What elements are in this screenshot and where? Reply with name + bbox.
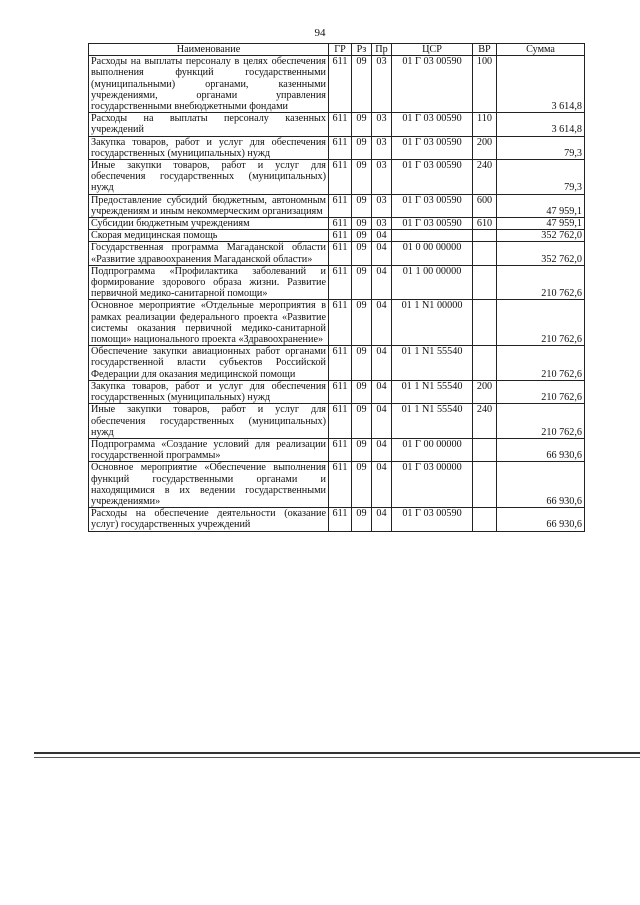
cell-pr: 03	[372, 56, 392, 113]
cell-gr: 611	[329, 56, 352, 113]
cell-vr: 240	[473, 404, 497, 439]
cell-vr	[473, 300, 497, 346]
table-row	[89, 265, 585, 300]
cell-sum: 66 930,6	[497, 438, 585, 461]
cell-name: Расходы на выплаты персоналу в целях обеспечения выполнения функций государственными (муниципальными) органами, казенными учреждениями, органами управления государственными внебюджетными фондами	[89, 56, 329, 113]
cell-name: Закупка товаров, работ и услуг для обеспечения государственных (муниципальных) нужд	[89, 136, 329, 159]
cell-sum: 210 762,6	[497, 380, 585, 403]
cell-sum: 79,3	[497, 160, 585, 195]
table-row	[89, 380, 585, 403]
cell-pr: 04	[372, 462, 392, 508]
table-row	[89, 300, 585, 346]
cell-name: Обеспечение закупки авиационных работ органами государственной власти субъектов Российской Федерации для оказания медицинской помощи	[89, 346, 329, 381]
cell-pr: 03	[372, 218, 392, 230]
table-body	[89, 56, 585, 531]
cell-gr: 611	[329, 218, 352, 230]
cell-vr	[473, 230, 497, 242]
cell-rz: 09	[352, 136, 372, 159]
cell-gr: 611	[329, 380, 352, 403]
cell-csr: 01 Г 03 00590	[392, 194, 473, 217]
cell-csr: 01 Г 03 00590	[392, 113, 473, 136]
footer-rule-thick	[34, 752, 640, 754]
column-header-name: Наименование	[89, 44, 329, 56]
cell-pr: 04	[372, 346, 392, 381]
cell-pr: 04	[372, 230, 392, 242]
cell-name: Расходы на обеспечение деятельности (оказание услуг) государственных учреждений	[89, 508, 329, 531]
cell-vr: 110	[473, 113, 497, 136]
cell-vr	[473, 462, 497, 508]
cell-gr: 611	[329, 265, 352, 300]
cell-sum: 210 762,6	[497, 346, 585, 381]
cell-rz: 09	[352, 230, 372, 242]
table-row	[89, 136, 585, 159]
cell-gr: 611	[329, 136, 352, 159]
cell-gr: 611	[329, 300, 352, 346]
cell-vr: 600	[473, 194, 497, 217]
table-row	[89, 462, 585, 508]
cell-csr: 01 0 00 00000	[392, 242, 473, 265]
cell-sum: 210 762,6	[497, 265, 585, 300]
table-row	[89, 230, 585, 242]
cell-pr: 04	[372, 508, 392, 531]
cell-csr: 01 Г 00 00000	[392, 438, 473, 461]
cell-name: Государственная программа Магаданской области «Развитие здравоохранения Магаданской области»	[89, 242, 329, 265]
cell-pr: 04	[372, 300, 392, 346]
cell-name: Предоставление субсидий бюджетным, автономным учреждениям и иным некоммерческим организациям	[89, 194, 329, 217]
cell-vr: 610	[473, 218, 497, 230]
cell-pr: 04	[372, 404, 392, 439]
cell-csr: 01 Г 03 00590	[392, 218, 473, 230]
cell-sum: 47 959,1	[497, 218, 585, 230]
table-header-row	[89, 44, 585, 56]
page-number: 94	[314, 27, 326, 39]
cell-csr: 01 1 00 00000	[392, 265, 473, 300]
cell-gr: 611	[329, 508, 352, 531]
cell-gr: 611	[329, 230, 352, 242]
cell-gr: 611	[329, 404, 352, 439]
cell-sum: 47 959,1	[497, 194, 585, 217]
cell-vr	[473, 438, 497, 461]
column-header-vr: ВР	[473, 44, 497, 56]
cell-rz: 09	[352, 265, 372, 300]
cell-rz: 09	[352, 508, 372, 531]
cell-gr: 611	[329, 462, 352, 508]
table-row	[89, 194, 585, 217]
cell-name: Основное мероприятие «Отдельные мероприятия в рамках реализации федерального проекта «Развитие системы оказания первичной медико-санитарной помощи» национального проекта «Здравоохранение»	[89, 300, 329, 346]
table-row	[89, 404, 585, 439]
cell-rz: 09	[352, 56, 372, 113]
table-row	[89, 113, 585, 136]
cell-sum: 210 762,6	[497, 300, 585, 346]
cell-csr: 01 Г 03 00000	[392, 462, 473, 508]
cell-vr	[473, 265, 497, 300]
table-row	[89, 56, 585, 113]
cell-vr	[473, 242, 497, 265]
budget-table	[88, 43, 585, 532]
cell-rz: 09	[352, 300, 372, 346]
cell-sum: 79,3	[497, 136, 585, 159]
cell-sum: 352 762,0	[497, 230, 585, 242]
cell-pr: 03	[372, 194, 392, 217]
cell-vr: 100	[473, 56, 497, 113]
cell-pr: 04	[372, 265, 392, 300]
cell-csr: 01 1 N1 55540	[392, 404, 473, 439]
cell-sum: 3 614,8	[497, 113, 585, 136]
table-row	[89, 242, 585, 265]
column-header-pr: Пр	[372, 44, 392, 56]
cell-vr	[473, 346, 497, 381]
cell-csr: 01 Г 03 00590	[392, 160, 473, 195]
cell-csr: 01 1 N1 55540	[392, 346, 473, 381]
cell-gr: 611	[329, 113, 352, 136]
cell-name: Подпрограмма «Создание условий для реализации государственной программы»	[89, 438, 329, 461]
table-row	[89, 508, 585, 531]
table-row	[89, 438, 585, 461]
column-header-gr: ГР	[329, 44, 352, 56]
cell-rz: 09	[352, 218, 372, 230]
cell-gr: 611	[329, 242, 352, 265]
table-row	[89, 346, 585, 381]
cell-sum: 3 614,8	[497, 56, 585, 113]
cell-vr: 200	[473, 380, 497, 403]
table-row	[89, 160, 585, 195]
cell-rz: 09	[352, 113, 372, 136]
cell-csr: 01 Г 03 00590	[392, 136, 473, 159]
cell-rz: 09	[352, 438, 372, 461]
cell-name: Скорая медицинская помощь	[89, 230, 329, 242]
cell-csr: 01 Г 03 00590	[392, 508, 473, 531]
cell-pr: 03	[372, 136, 392, 159]
cell-vr: 240	[473, 160, 497, 195]
cell-pr: 04	[372, 438, 392, 461]
cell-csr	[392, 230, 473, 242]
cell-rz: 09	[352, 160, 372, 195]
cell-name: Иные закупки товаров, работ и услуг для обеспечения государственных (муниципальных) нужд	[89, 160, 329, 195]
cell-rz: 09	[352, 462, 372, 508]
cell-name: Субсидии бюджетным учреждениям	[89, 218, 329, 230]
cell-sum: 66 930,6	[497, 508, 585, 531]
cell-gr: 611	[329, 160, 352, 195]
cell-pr: 03	[372, 160, 392, 195]
cell-csr: 01 1 N1 00000	[392, 300, 473, 346]
cell-vr: 200	[473, 136, 497, 159]
cell-pr: 03	[372, 113, 392, 136]
cell-name: Закупка товаров, работ и услуг для обеспечения государственных (муниципальных) нужд	[89, 380, 329, 403]
cell-pr: 04	[372, 242, 392, 265]
cell-csr: 01 Г 03 00590	[392, 56, 473, 113]
cell-vr	[473, 508, 497, 531]
cell-rz: 09	[352, 346, 372, 381]
cell-gr: 611	[329, 346, 352, 381]
cell-name: Основное мероприятие «Обеспечение выполнения функций государственными органами и находящимися в их ведении государственными учреждениями»	[89, 462, 329, 508]
cell-csr: 01 1 N1 55540	[392, 380, 473, 403]
cell-rz: 09	[352, 404, 372, 439]
cell-sum: 66 930,6	[497, 462, 585, 508]
cell-name: Расходы на выплаты персоналу казенных учреждений	[89, 113, 329, 136]
column-header-rz: Рз	[352, 44, 372, 56]
cell-pr: 04	[372, 380, 392, 403]
cell-rz: 09	[352, 380, 372, 403]
cell-name: Подпрограмма «Профилактика заболеваний и формирование здорового образа жизни. Развитие первичной медико-санитарной помощи»	[89, 265, 329, 300]
cell-rz: 09	[352, 242, 372, 265]
table-row	[89, 218, 585, 230]
cell-rz: 09	[352, 194, 372, 217]
cell-name: Иные закупки товаров, работ и услуг для обеспечения государственных (муниципальных) нужд	[89, 404, 329, 439]
column-header-csr: ЦСР	[392, 44, 473, 56]
cell-sum: 352 762,0	[497, 242, 585, 265]
cell-gr: 611	[329, 194, 352, 217]
cell-sum: 210 762,6	[497, 404, 585, 439]
footer-rule-thin	[34, 757, 640, 758]
column-header-sum: Сумма	[497, 44, 585, 56]
cell-gr: 611	[329, 438, 352, 461]
